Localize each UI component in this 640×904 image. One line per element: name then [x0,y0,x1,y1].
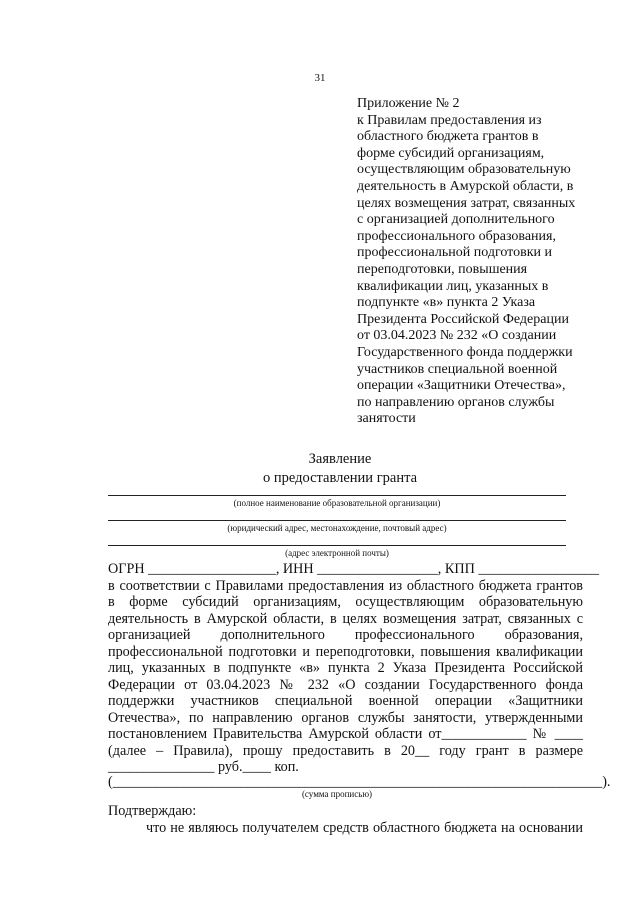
body-line: деятельность в Амурской области, в целях возмещения затрат, связанных с [108,611,583,627]
address-caption: (юридический адрес, местонахождение, почтовый адрес) [227,523,447,533]
body-line: Федерации от 03.04.2023 № 232 «О создании Государственного фонда [108,677,583,693]
appendix-line: Государственного фонда поддержки [357,344,573,360]
body-line: поддержки участников специальной военной операции «Защитники [108,693,583,709]
confirm-text: что не являюсь получателем средств областного бюджета на основании [146,820,583,836]
appendix-line: Президента Российской Федерации [357,311,569,327]
appendix-line: областного бюджета грантов в [357,129,539,145]
body-line: лиц, указанных в подпункте «в» пункта 2 Указа Президента Российской [108,660,583,676]
email-caption: (адрес электронной почты) [285,548,389,558]
amount-caption: (сумма прописью) [301,789,373,799]
document-title: Заявление [308,451,372,467]
body-line: (далее – Правила), прошу предоставить в 20__ году грант в размере [108,743,583,759]
address-field-line [108,520,566,521]
appendix-line: квалификации лиц, указанных в [357,278,549,294]
body-line: в форме субсидий организациям, осуществляющим образовательную [108,594,583,610]
appendix-line: от 03.04.2023 № 232 «О создании [357,328,557,344]
appendix-line: подпункте «в» пункта 2 Указа [357,295,536,311]
body-line: Отечества», по направлению органов службы занятости, утвержденными [108,710,583,726]
ids-line: ОГРН __________________, ИНН _________________, КПП _________________ [108,561,599,577]
amount-line: _______________ руб.____ коп. [108,759,299,775]
appendix-line: операции «Защитники Отечества», [357,378,566,394]
amount-words-line: (_____________________________________________________________________). [108,774,611,790]
page-number: 31 [314,72,326,84]
org-name-caption: (полное наименование образовательной организации) [233,498,441,508]
appendix-line: профессиональной подготовки и [357,245,552,261]
body-line: постановлением Правительства Амурской области от____________ № ____ [108,726,583,742]
appendix-line: деятельность в Амурской области, в [357,178,574,194]
body-line: в соответствии с Правилами предоставления из областного бюджета грантов [108,578,583,594]
appendix-line: Приложение № 2 [357,96,460,111]
email-field-line [108,545,566,546]
body-line: профессиональной подготовки и переподготовки, повышения квалификации [108,644,583,660]
appendix-line: профессионального образования, [357,228,556,244]
confirm-label: Подтверждаю: [108,803,197,819]
appendix-line: осуществляющим образовательную [357,162,571,178]
appendix-line: к Правилам предоставления из [357,112,542,128]
appendix-line: переподготовки, повышения [357,261,528,277]
appendix-line: целях возмещения затрат, связанных [357,195,576,211]
appendix-line: с организацией дополнительного [357,212,555,228]
appendix-line: форме субсидий организациям, [357,145,545,161]
org-name-field-line [108,495,566,496]
appendix-header [357,96,597,428]
appendix-line: по направлению органов службы [357,394,555,410]
document-subtitle: о предоставлении гранта [262,470,418,486]
body-line: организацией дополнительного профессионального образования, [108,627,583,643]
appendix-line: занятости [357,411,416,427]
appendix-line: участников специальной военной [357,361,558,377]
